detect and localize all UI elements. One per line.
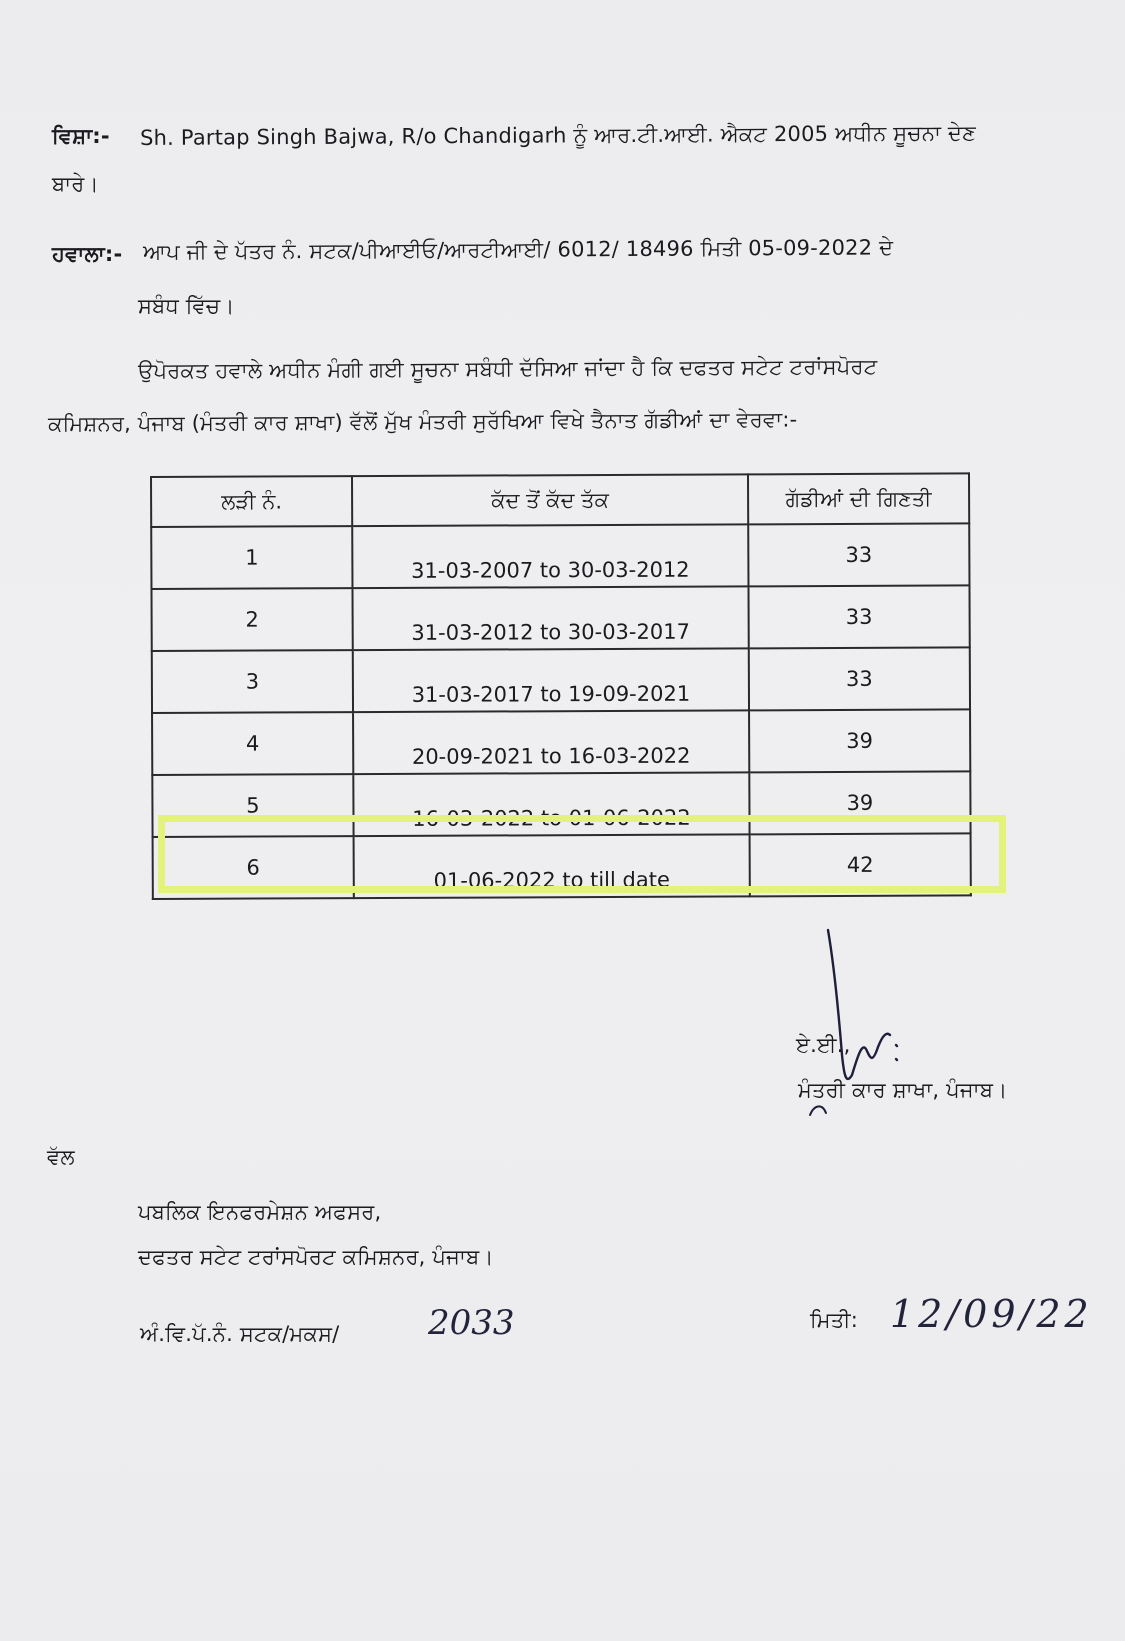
subject-label: ਵਿਸ਼ਾ:- xyxy=(52,124,110,148)
to-label: ਵੱਲ xyxy=(47,1145,75,1169)
row-serial: 6 xyxy=(153,836,354,899)
row-count: 42 xyxy=(750,833,971,896)
reference-line-2: ਸਬੰਧ ਵਿੱਚ। xyxy=(138,294,235,318)
body-line-2: ਕਮਿਸ਼ਨਰ, ਪੰਜਾਬ (ਮੰਤਰੀ ਕਾਰ ਸ਼ਾਖਾ) ਵੱਲੋਂ ਮੁੱਖ ਮੰਤਰੀ ਸੁਰੱਖਿਆ ਵਿਖੇ ਤੈਨਾਤ ਗੱਡੀਆਂ ਦਾ ਵੇਰਵਾ:- xyxy=(48,407,798,436)
row-serial: 5 xyxy=(152,774,353,837)
designation: ਏ.ਈ., xyxy=(796,1033,851,1057)
row-count: 33 xyxy=(748,585,969,648)
date-value: 12/09/22 xyxy=(890,1292,1093,1336)
row-period: 16-03-2022 to 01-06-2022 xyxy=(353,772,749,836)
row-serial: 2 xyxy=(151,588,352,651)
row-count: 39 xyxy=(749,709,970,772)
row-serial: 3 xyxy=(152,650,353,713)
table-row xyxy=(152,647,970,713)
addressee-line-1: ਪਬਲਿਕ ਇਨਫਰਮੇਸ਼ਨ ਅਫਸਰ, xyxy=(138,1200,382,1224)
header-serial-number: ਲੜੀ ਨੰ. xyxy=(151,476,352,527)
row-period: 31-03-2012 to 30-03-2017 xyxy=(352,586,748,650)
row-period: 31-03-2007 to 30-03-2012 xyxy=(352,524,748,588)
row-serial: 4 xyxy=(152,712,353,775)
body-line-1: ਉਪੋਰਕਤ ਹਵਾਲੇ ਅਧੀਨ ਮੰਗੀ ਗਈ ਸੂਚਨਾ ਸਬੰਧੀ ਦੱਸਿਆ ਜਾਂਦਾ ਹੈ ਕਿ ਦਫਤਰ ਸਟੇਟ ਟਰਾਂਸਪੋਰਟ xyxy=(138,354,878,383)
row-serial: 1 xyxy=(151,526,352,589)
row-period: 01-06-2022 to till date xyxy=(354,834,750,898)
endorsement-label: ਅੰ.ਵਿ.ਪੱ.ਨੰ. ਸਟਕ/ਮਕਸ/ xyxy=(140,1322,340,1346)
row-period: 20-09-2021 to 16-03-2022 xyxy=(353,710,749,774)
branch-name: ਮੰਤਰੀ ਕਾਰ ਸ਼ਾਖਾ, ਪੰਜਾਬ। xyxy=(798,1078,1008,1102)
table-row xyxy=(151,523,969,589)
reference-line-1: ਆਪ ਜੀ ਦੇ ਪੱਤਰ ਨੰ. ਸਟਕ/ਪੀਆਈਓ/ਆਰਟੀਆਈ/ 6012/ 18496 ਮਿਤੀ 05-09-2022 ਦੇ xyxy=(143,235,894,264)
addressee-line-2: ਦਫਤਰ ਸਟੇਟ ਟਰਾਂਸਪੋਰਟ ਕਮਿਸ਼ਨਰ, ਪੰਜਾਬ। xyxy=(138,1245,494,1269)
subject-line-1: Sh. Partap Singh Bajwa, R/o Chandigarh ਨੂੰ ਆਰ.ਟੀ.ਆਈ. ਐਕਟ 2005 ਅਧੀਨ ਸੂਚਨਾ ਦੇਣ xyxy=(140,120,977,150)
row-count: 33 xyxy=(749,647,970,710)
highlight-box xyxy=(158,815,1006,893)
row-count: 33 xyxy=(748,523,969,586)
row-count: 39 xyxy=(749,771,970,834)
date-label: ਮਿਤੀ: xyxy=(810,1308,859,1332)
endorsement-number: 2033 xyxy=(428,1303,515,1343)
reference-label: ਹਵਾਲਾ:- xyxy=(52,242,123,266)
row-period: 31-03-2017 to 19-09-2021 xyxy=(353,648,749,712)
header-vehicle-count: ਗੱਡੀਆਂ ਦੀ ਗਿਣਤੀ xyxy=(748,473,969,524)
subject-line-2: ਬਾਰੇ। xyxy=(52,172,99,196)
table-row xyxy=(152,709,970,775)
table-row xyxy=(151,585,969,651)
header-period: ਕੱਦ ਤੋਂ ਕੱਦ ਤੱਕ xyxy=(352,474,748,526)
table-header-row xyxy=(151,473,969,527)
